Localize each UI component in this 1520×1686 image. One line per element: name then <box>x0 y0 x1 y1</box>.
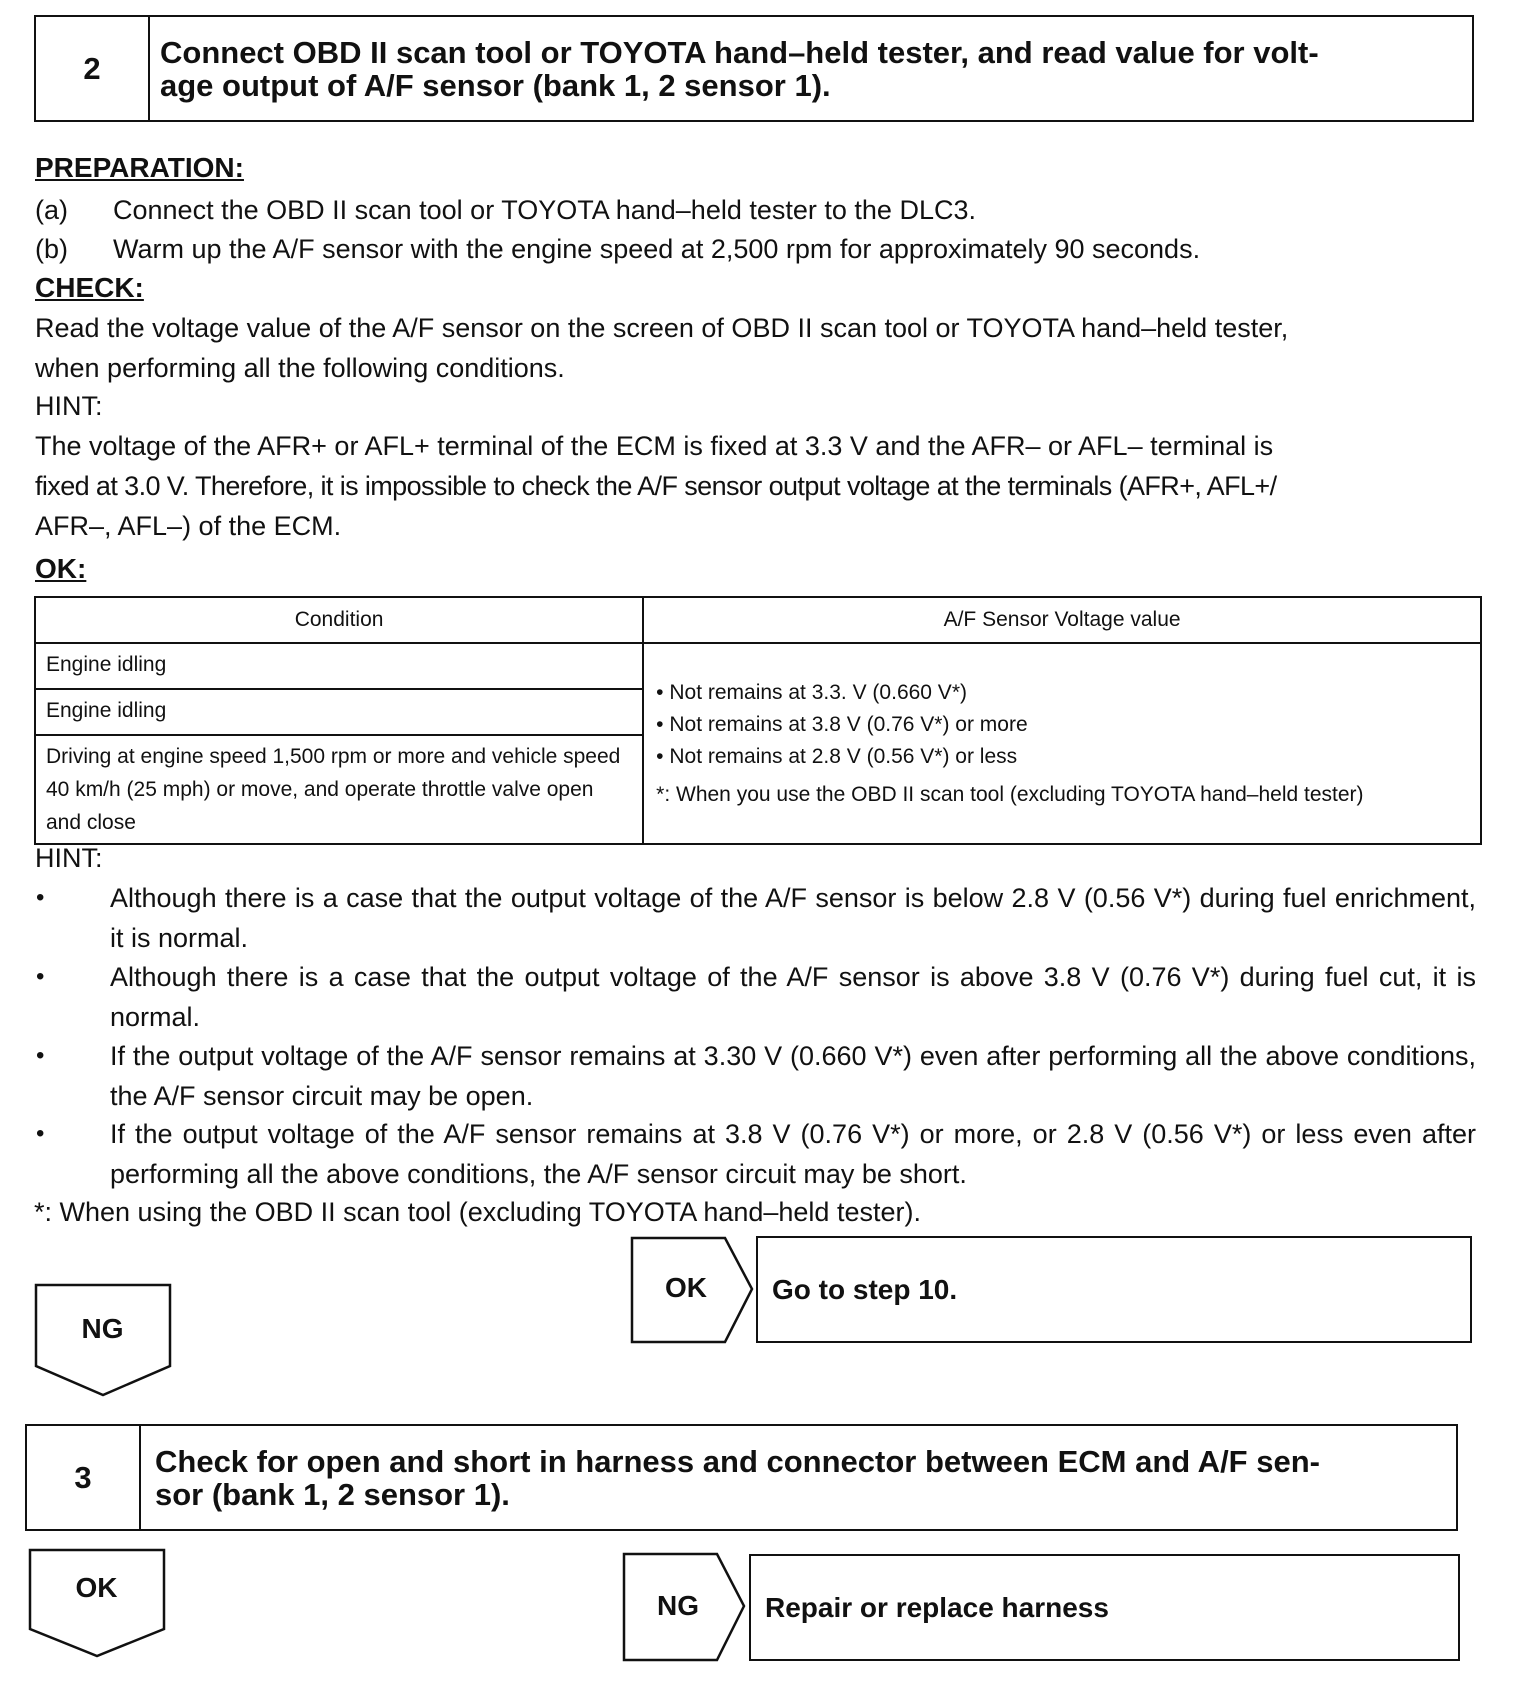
ok-arrow-shape <box>28 1548 168 1660</box>
hint-line-1: The voltage of the AFR+ or AFL+ terminal of the ECM is fixed at 3.3 V and the AFR– or AFL– terminal is <box>35 431 1274 461</box>
step-title <box>155 1426 1448 1529</box>
item-text: Connect the OBD II scan tool or TOYOTA hand–held tester to the DLC3. <box>113 195 976 225</box>
step-title-line-1: Connect OBD II scan tool or TOYOTA hand–held tester, and read value for volt- <box>160 34 1319 70</box>
ng-label: NG <box>81 1313 124 1344</box>
hint-bullet <box>36 1036 1476 1116</box>
ok-label: OK <box>665 1272 707 1303</box>
bullet-icon: • <box>36 963 45 990</box>
bullet-icon: • <box>36 1120 45 1147</box>
step-number: 2 <box>36 17 150 120</box>
bullet-text: If the output voltage of the A/F sensor remains at 3.8 V (0.76 V*) or more, or 2.8 V (0.56 V*) or less even after performing all the above conditions, the A/F sensor circuit may be short. <box>110 1119 1476 1189</box>
hint-bullet <box>36 878 1476 958</box>
hint-bullet <box>36 957 1476 1037</box>
hint-line-3: AFR–, AFL–) of the ECM. <box>35 511 342 541</box>
hint-text <box>35 426 1480 546</box>
step-title <box>160 17 1464 120</box>
ok-heading: OK: <box>35 553 87 584</box>
check-text <box>35 308 1480 388</box>
ng-label: NG <box>657 1590 699 1621</box>
check-line-1: Read the voltage value of the A/F sensor on the screen of OBD II scan tool or TOYOTA hand–held tester, <box>35 313 1289 343</box>
condition-cell: Engine idling <box>35 643 643 689</box>
ok-label: OK <box>75 1572 118 1603</box>
table-header-row <box>35 597 1481 643</box>
step-3-header <box>25 1424 1458 1531</box>
check-heading: CHECK: <box>35 272 144 303</box>
step-2-header <box>34 15 1474 122</box>
column-header-voltage: A/F Sensor Voltage value <box>643 597 1481 643</box>
hint-bullet <box>36 1114 1476 1194</box>
column-header-condition: Condition <box>35 597 643 643</box>
step-title-line-2: sor (bank 1, 2 sensor 1). <box>155 1476 510 1512</box>
preparation-heading: PREPARATION: <box>35 152 244 183</box>
hint-2-heading: HINT: <box>35 843 103 873</box>
step-title-line-2: age output of A/F sensor (bank 1, 2 sensor 1). <box>160 67 831 103</box>
ng-result-box: Repair or replace harness <box>749 1554 1460 1661</box>
bullet-icon: • <box>36 1042 45 1069</box>
voltage-value-3: • Not remains at 2.8 V (0.56 V*) or less <box>656 744 1018 768</box>
hint-line-2: fixed at 3.0 V. Therefore, it is impossible to check the A/F sensor output voltage at the terminals (AFR+, AFL+/ <box>35 471 1277 501</box>
ok-result-box: Go to step 10. <box>756 1236 1472 1343</box>
bullet-text: Although there is a case that the output voltage of the A/F sensor is below 2.8 V (0.56 V*) during fuel enrichment, it is normal. <box>110 883 1476 953</box>
voltage-value-2: • Not remains at 3.8 V (0.76 V*) or more <box>656 712 1028 736</box>
voltage-footnote: *: When you use the OBD II scan tool (excluding TOYOTA hand–held tester) <box>656 782 1364 806</box>
voltage-value-1: • Not remains at 3.3. V (0.660 V*) <box>656 680 967 704</box>
item-label: (b) <box>35 234 68 264</box>
bullet-text: Although there is a case that the output voltage of the A/F sensor is above 3.8 V (0.76 V*) during fuel cut, it is normal. <box>110 962 1476 1032</box>
hint-2-footnote: *: When using the OBD II scan tool (excluding TOYOTA hand–held tester). <box>34 1197 921 1227</box>
item-text: Warm up the A/F sensor with the engine speed at 2,500 rpm for approximately 90 seconds. <box>113 234 1201 264</box>
voltage-value-cell <box>643 643 1481 844</box>
bullet-text: If the output voltage of the A/F sensor remains at 3.30 V (0.660 V*) even after performing all the above conditions, the A/F sensor circuit may be open. <box>110 1041 1476 1111</box>
ok-condition-table <box>34 596 1482 845</box>
condition-cell: Driving at engine speed 1,500 rpm or more and vehicle speed 40 km/h (25 mph) or move, and operate throttle valve open and close <box>35 735 643 844</box>
condition-cell: Engine idling <box>35 689 643 735</box>
item-label: (a) <box>35 195 68 225</box>
bullet-icon: • <box>36 884 45 911</box>
step-title-line-1: Check for open and short in harness and connector between ECM and A/F sen- <box>155 1443 1320 1479</box>
check-line-2: when performing all the following conditions. <box>35 353 565 383</box>
hint-heading: HINT: <box>35 391 103 421</box>
table-row <box>35 643 1481 689</box>
step-number: 3 <box>27 1426 141 1529</box>
